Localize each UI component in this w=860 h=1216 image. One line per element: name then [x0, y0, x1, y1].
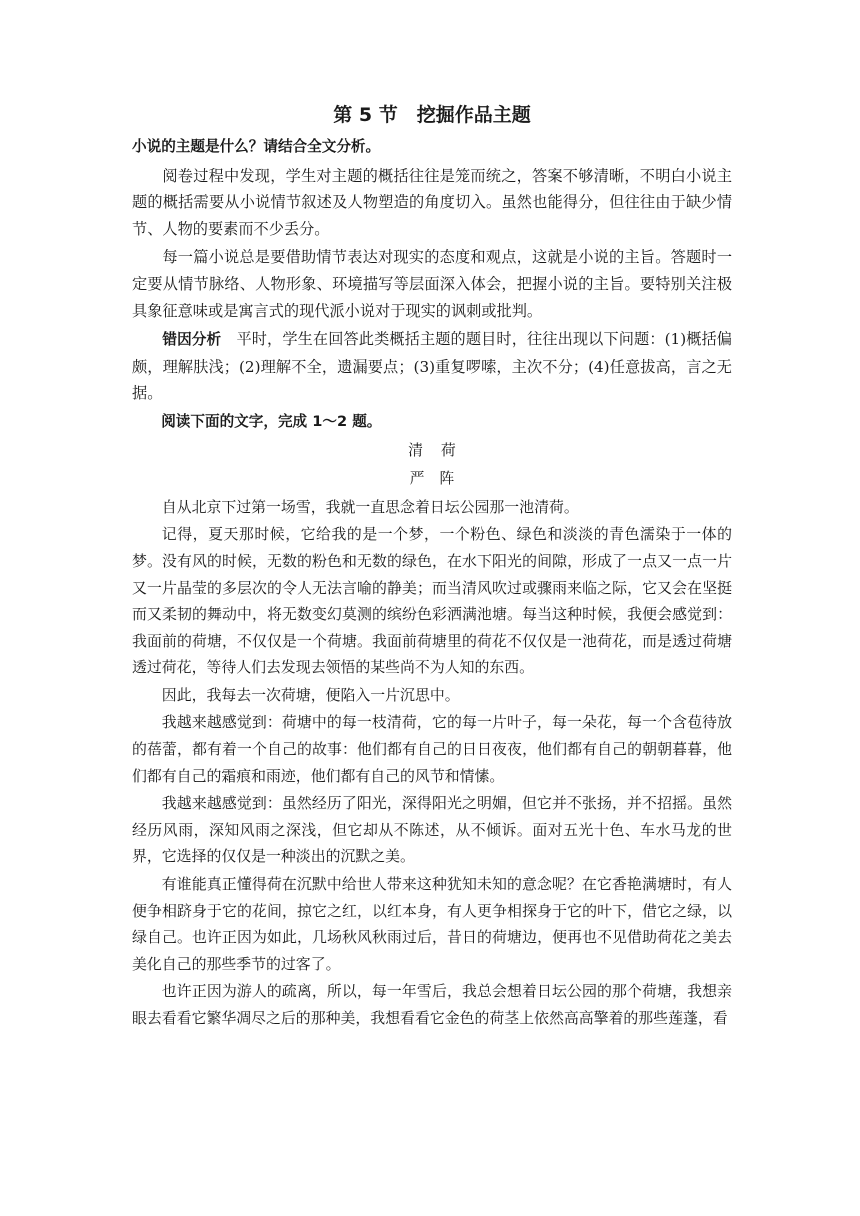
story-paragraph-5: 我越来越感觉到：虽然经历了阳光，深得阳光之明媚，但它并不张扬，并不招摇。虽然经历风雨，深知风雨之深浅，但它却从不陈述，从不倾诉。面对五光十色、车水马龙的世界，它选择的仅仅是一种淡出的沉默之美。 — [132, 794, 732, 866]
intro-paragraph-2: 每一篇小说总是要借助情节表达对现实的态度和观点，这就是小说的主旨。答题时一定要从情节脉络、人物形象、环境描写等层面深入体会，把握小说的主旨。要特别关注极具象征意味或是寓言式的现代派小说对于现实的讽刺或批判。 — [132, 248, 732, 320]
story-paragraph-2: 记得，夏天那时候，它给我的是一个梦，一个粉色、绿色和淡淡的青色濡染于一体的梦。没有风的时候，无数的粉色和无数的绿色，在水下阳光的间隙，形成了一点又一点一片又一片晶莹的多层次的令人无法言喻的静美；而当清风吹过或骤雨来临之际，它又会在坚挺而又柔韧的舞动中，将无数变幻莫测的缤纷色彩洒满池塘。每当这种时候，我便会感觉到：我面前的荷塘，不仅仅是一个荷塘。我面前荷塘里的荷花不仅仅是一池荷花，而是透过荷塘透过荷花，等待人们去发现去领悟的某些尚不为人知的东西。 — [132, 525, 732, 677]
story-paragraph-6: 有谁能真正懂得荷在沉默中给世人带来这种犹知未知的意念呢？在它香艳满塘时，有人便争相跻身于它的花间，掠它之红，以红本身，有人更争相探身于它的叶下，借它之绿，以绿自己。也许正因为如此，几场秋风秋雨过后，昔日的荷塘边，便再也不见借助荷花之美去美化自己的那些季节的过客了。 — [132, 875, 732, 973]
error-analysis-label: 错因分析 — [162, 331, 222, 349]
story-author: 严阵 — [409, 469, 470, 488]
reading-instruction: 阅读下面的文字，完成 1～2 题。 — [161, 412, 382, 430]
story-paragraph-7: 也许正因为游人的疏离，所以，每一年雪后，我总会想着日坛公园的那个荷塘，我想亲眼去看看它繁华凋尽之后的那种美，我想看看它金色的荷茎上依然高高擎着的那些莲蓬，看 — [132, 982, 732, 1027]
question-heading: 小说的主题是什么？请结合全文分析。 — [132, 138, 381, 155]
story-paragraph-3: 因此，我每去一次荷塘，便陷入一片沉思中。 — [161, 685, 460, 704]
story — [132, 437, 732, 1032]
error-analysis-paragraph — [132, 326, 732, 407]
error-analysis-text: 平时，学生在回答此类概括主题的题目时，往往出现以下问题：(1)概括偏颇，理解肤浅；(2)理解不全，遗漏要点；(3)重复啰嗦，主次不分；(4)任意拔高，言之无据。 — [132, 330, 732, 403]
section-title: 第 5 节 挖掘作品主题 — [333, 104, 531, 126]
story-title: 清荷 — [408, 440, 474, 459]
story-paragraph-1: 自从北京下过第一场雪，我就一直思念着日坛公园那一池清荷。 — [161, 497, 579, 516]
story-paragraph-4: 我越来越感觉到：荷塘中的每一枝清荷，它的每一片叶子，每一朵花，每一个含苞待放的蓓蕾，都有着一个自己的故事：他们都有自己的日日夜夜，他们都有自己的朝朝暮暮，他们都有自己的霜痕和雨迹，他们都有自己的风节和情愫。 — [132, 713, 732, 785]
document-page — [132, 100, 732, 1032]
intro-paragraph-1: 阅卷过程中发现，学生对主题的概括往往是笼而统之，答案不够清晰，不明白小说主题的概括需要从小说情节叙述及人物塑造的角度切入。虽然也能得分，但往往由于缺少情节、人物的要素而不少丢分。 — [132, 166, 732, 238]
